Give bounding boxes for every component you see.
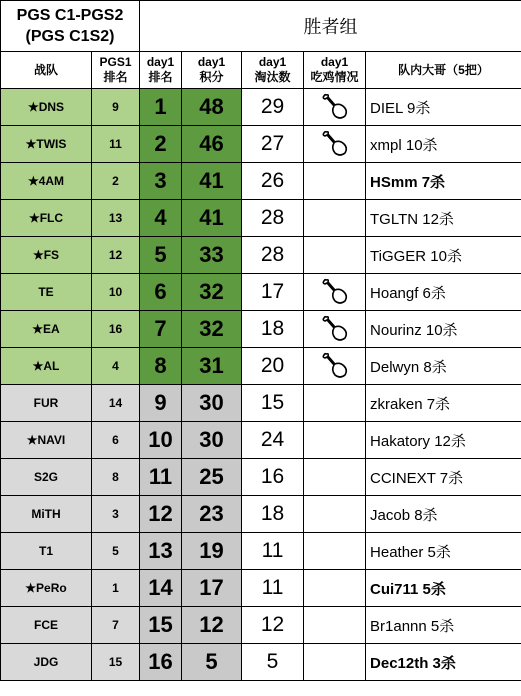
day1-points: 17: [182, 570, 242, 607]
day1-points: 41: [182, 163, 242, 200]
day1-elims: 5: [242, 644, 304, 681]
top-fragger: DIEL 9杀: [366, 89, 521, 126]
table-row: [1, 89, 521, 126]
event-title: [1, 1, 140, 52]
day1-chicken: [304, 533, 366, 570]
day1-elims: 28: [242, 200, 304, 237]
header-day1-points-line1: day1: [197, 55, 226, 69]
table-row: [1, 607, 521, 644]
day1-points: 19: [182, 533, 242, 570]
day1-elims: 11: [242, 533, 304, 570]
team-name: ★DNS: [1, 89, 92, 126]
day1-chicken: [304, 200, 366, 237]
header-day1-elims: [242, 52, 304, 89]
team-name: ★FS: [1, 237, 92, 274]
team-name: ★FLC: [1, 200, 92, 237]
day1-rank: 15: [140, 607, 182, 644]
s1-rank: 2: [92, 163, 140, 200]
day1-elims: 12: [242, 607, 304, 644]
day1-rank: 4: [140, 200, 182, 237]
s1-rank: 16: [92, 311, 140, 348]
day1-chicken: [304, 607, 366, 644]
team-name: ★EA: [1, 311, 92, 348]
day1-rank: 11: [140, 459, 182, 496]
s1-rank: 10: [92, 274, 140, 311]
day1-chicken: [304, 422, 366, 459]
top-fragger: xmpl 10杀: [366, 126, 521, 163]
day1-rank: 16: [140, 644, 182, 681]
group-title: 胜者组: [140, 1, 521, 52]
table-row: [1, 459, 521, 496]
chicken-drumstick-icon: [320, 92, 350, 122]
day1-chicken: [304, 237, 366, 274]
header-day1-chicken-line1: day1: [320, 55, 349, 69]
day1-points: 30: [182, 422, 242, 459]
team-name: TE: [1, 274, 92, 311]
day1-elims: 18: [242, 311, 304, 348]
day1-chicken: [304, 459, 366, 496]
header-day1-rank-line1: day1: [146, 55, 175, 69]
header-day1-elims-line2: 淘汰数: [254, 70, 291, 84]
top-fragger: Nourinz 10杀: [366, 311, 521, 348]
day1-chicken: [304, 274, 366, 311]
day1-points: 33: [182, 237, 242, 274]
header-day1-chicken: [304, 52, 366, 89]
table-row: [1, 126, 521, 163]
day1-elims: 16: [242, 459, 304, 496]
s1-rank: 9: [92, 89, 140, 126]
s1-rank: 15: [92, 644, 140, 681]
day1-points: 12: [182, 607, 242, 644]
header-s1-rank-line2: 排名: [103, 70, 128, 84]
top-fragger: HSmm 7杀: [366, 163, 521, 200]
table-row: [1, 533, 521, 570]
top-fragger: CCINEXT 7杀: [366, 459, 521, 496]
day1-elims: 11: [242, 570, 304, 607]
s1-rank: 14: [92, 385, 140, 422]
s1-rank: 3: [92, 496, 140, 533]
day1-chicken: [304, 89, 366, 126]
s1-rank: 13: [92, 200, 140, 237]
day1-rank: 12: [140, 496, 182, 533]
top-fragger: Hoangf 6杀: [366, 274, 521, 311]
header-top-fragger: 队内大哥（5把）: [366, 52, 521, 89]
s1-rank: 1: [92, 570, 140, 607]
team-name: FCE: [1, 607, 92, 644]
chicken-drumstick-icon: [320, 351, 350, 381]
team-name: JDG: [1, 644, 92, 681]
table-row: [1, 311, 521, 348]
chicken-drumstick-icon: [320, 129, 350, 159]
header-day1-points-line2: 积分: [199, 70, 224, 84]
top-fragger: Dec12th 3杀: [366, 644, 521, 681]
day1-elims: 27: [242, 126, 304, 163]
day1-chicken: [304, 644, 366, 681]
table-row: [1, 274, 521, 311]
header-day1-chicken-line2: 吃鸡情况: [310, 70, 359, 84]
day1-chicken: [304, 496, 366, 533]
team-name: ★NAVI: [1, 422, 92, 459]
day1-chicken: [304, 311, 366, 348]
chicken-drumstick-icon: [320, 314, 350, 344]
day1-rank: 13: [140, 533, 182, 570]
day1-points: 25: [182, 459, 242, 496]
day1-chicken: [304, 570, 366, 607]
top-fragger: TiGGER 10杀: [366, 237, 521, 274]
table-row: [1, 385, 521, 422]
s1-rank: 12: [92, 237, 140, 274]
day1-rank: 1: [140, 89, 182, 126]
table-row: [1, 570, 521, 607]
table-row: [1, 237, 521, 274]
team-name: S2G: [1, 459, 92, 496]
team-name: ★PeRo: [1, 570, 92, 607]
day1-elims: 15: [242, 385, 304, 422]
day1-rank: 3: [140, 163, 182, 200]
day1-rank: 8: [140, 348, 182, 385]
top-fragger: Heather 5杀: [366, 533, 521, 570]
team-name: T1: [1, 533, 92, 570]
day1-rank: 2: [140, 126, 182, 163]
chicken-drumstick-icon: [320, 277, 350, 307]
day1-rank: 14: [140, 570, 182, 607]
header-day1-elims-line1: day1: [258, 55, 287, 69]
top-fragger: Hakatory 12杀: [366, 422, 521, 459]
day1-chicken: [304, 163, 366, 200]
header-s1-rank-line1: PGS1: [99, 55, 132, 69]
top-fragger: Delwyn 8杀: [366, 348, 521, 385]
header-team: 战队: [1, 52, 92, 89]
day1-elims: 18: [242, 496, 304, 533]
day1-points: 32: [182, 274, 242, 311]
s1-rank: 7: [92, 607, 140, 644]
day1-points: 32: [182, 311, 242, 348]
s1-rank: 6: [92, 422, 140, 459]
day1-rank: 10: [140, 422, 182, 459]
day1-rank: 6: [140, 274, 182, 311]
event-title-line2: (PGS C1S2): [25, 28, 115, 45]
table-row: [1, 200, 521, 237]
s1-rank: 11: [92, 126, 140, 163]
day1-points: 23: [182, 496, 242, 533]
team-name: ★TWIS: [1, 126, 92, 163]
day1-chicken: [304, 348, 366, 385]
day1-rank: 7: [140, 311, 182, 348]
team-name: MiTH: [1, 496, 92, 533]
day1-chicken: [304, 385, 366, 422]
day1-elims: 28: [242, 237, 304, 274]
team-name: FUR: [1, 385, 92, 422]
day1-elims: 24: [242, 422, 304, 459]
top-fragger: Br1annn 5杀: [366, 607, 521, 644]
team-name: ★AL: [1, 348, 92, 385]
header-s1-rank: [92, 52, 140, 89]
s1-rank: 5: [92, 533, 140, 570]
top-fragger: Cui711 5杀: [366, 570, 521, 607]
day1-points: 48: [182, 89, 242, 126]
s1-rank: 8: [92, 459, 140, 496]
team-name: ★4AM: [1, 163, 92, 200]
day1-points: 46: [182, 126, 242, 163]
s1-rank: 4: [92, 348, 140, 385]
day1-points: 41: [182, 200, 242, 237]
header-day1-rank-line2: 排名: [148, 70, 173, 84]
table-row: [1, 422, 521, 459]
day1-points: 30: [182, 385, 242, 422]
table-row: [1, 348, 521, 385]
day1-rank: 5: [140, 237, 182, 274]
day1-elims: 29: [242, 89, 304, 126]
table-row: [1, 644, 521, 681]
table-row: [1, 496, 521, 533]
day1-rank: 9: [140, 385, 182, 422]
event-title-line1: PGS C1-PGS2: [16, 7, 124, 24]
day1-elims: 20: [242, 348, 304, 385]
day1-elims: 26: [242, 163, 304, 200]
day1-points: 5: [182, 644, 242, 681]
table-row: [1, 163, 521, 200]
top-fragger: TGLTN 12杀: [366, 200, 521, 237]
top-fragger: Jacob 8杀: [366, 496, 521, 533]
top-fragger: zkraken 7杀: [366, 385, 521, 422]
day1-elims: 17: [242, 274, 304, 311]
header-day1-points: [182, 52, 242, 89]
header-day1-rank: [140, 52, 182, 89]
day1-chicken: [304, 126, 366, 163]
day1-points: 31: [182, 348, 242, 385]
